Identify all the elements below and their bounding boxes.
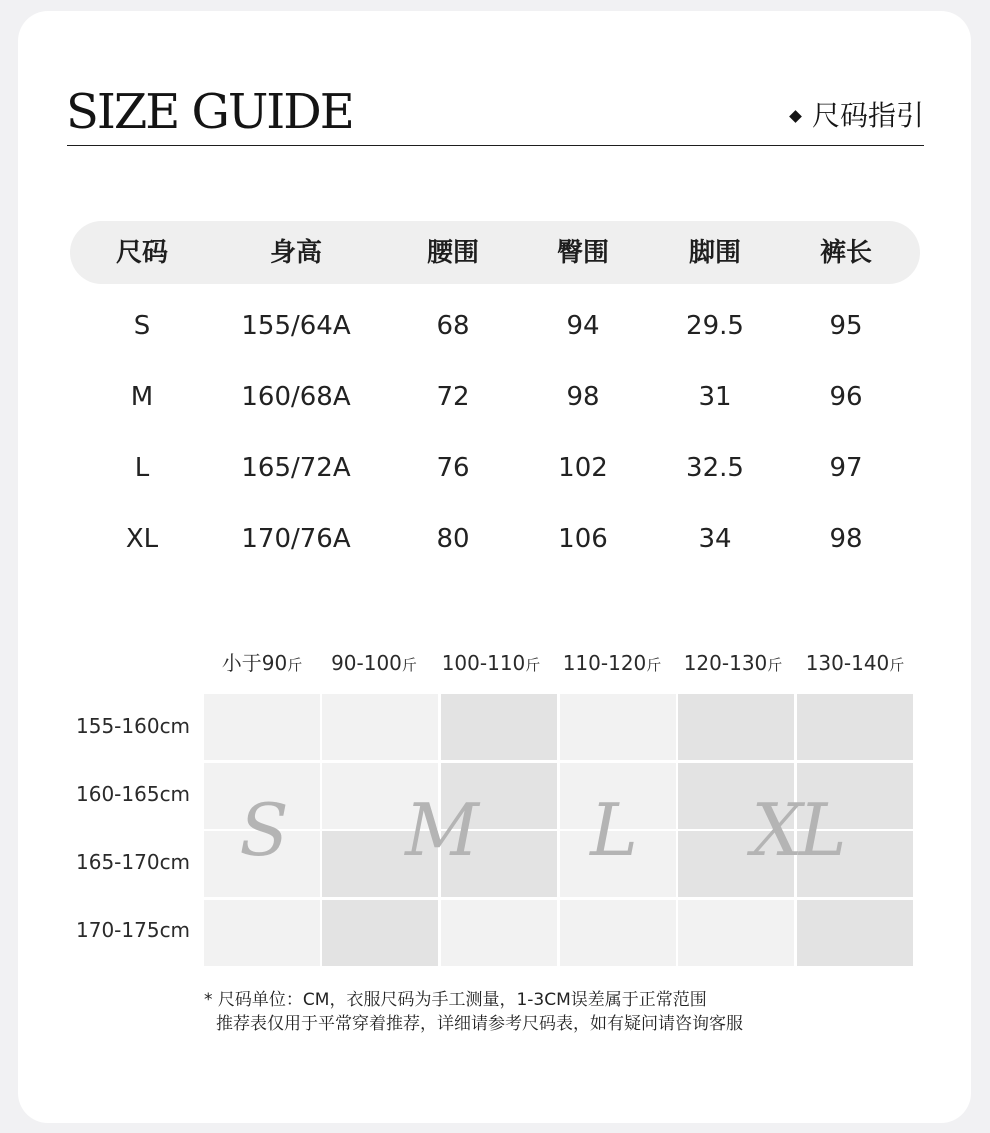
table-cell: 98: [566, 382, 600, 412]
table-cell: 160/68A: [241, 382, 351, 412]
table-cell: 97: [829, 453, 863, 483]
grid-cell: [322, 900, 438, 966]
table-cell: 76: [436, 453, 470, 483]
title-chinese-group: [791, 98, 924, 134]
grid-cell: [678, 900, 794, 966]
note-line-2: 推荐表仅用于平常穿着推荐，详细请参考尺码表，如有疑问请咨询客服: [216, 1014, 743, 1034]
height-label: 165-170cm: [76, 850, 191, 874]
header-divider: [67, 145, 924, 146]
weight-label: 100-110斤: [441, 651, 541, 675]
height-label: 160-165cm: [76, 782, 191, 806]
grid-cell: [441, 900, 557, 966]
size-mark-l: L: [590, 788, 634, 872]
table-cell: 96: [829, 382, 863, 412]
table-cell: 68: [436, 311, 470, 341]
table-cell: 95: [829, 311, 863, 341]
column-header-height: 身高: [269, 238, 323, 268]
table-cell: 155/64A: [241, 311, 351, 341]
title-chinese: 尺码指引: [811, 99, 924, 132]
weight-label: 110-120斤: [562, 651, 662, 675]
column-header-size: 尺码: [115, 238, 169, 268]
height-label: 170-175cm: [76, 918, 191, 942]
table-cell: 80: [436, 524, 470, 554]
table-cell: 102: [558, 453, 608, 483]
table-cell: 106: [558, 524, 608, 554]
grid-cell: [441, 694, 557, 760]
weight-label: 小于90斤: [221, 651, 303, 675]
table-cell: 94: [566, 311, 600, 341]
column-header-waist: 腰围: [426, 238, 480, 268]
size-mark-s: S: [239, 788, 285, 872]
table-cell: 165/72A: [241, 453, 351, 483]
column-header-hip: 臀围: [556, 238, 610, 268]
note-line-1: * 尺码单位：CM，衣服尺码为手工测量，1-3CM误差属于正常范围: [204, 990, 707, 1010]
table-cell: XL: [125, 524, 159, 554]
table-cell: 31: [698, 382, 732, 412]
table-cell: M: [130, 382, 154, 412]
table-cell: L: [134, 453, 150, 483]
table-cell: S: [133, 311, 151, 341]
grid-cell: [797, 900, 913, 966]
grid-cell: [204, 694, 320, 760]
grid-cell: [560, 900, 676, 966]
title-english: SIZE GUIDE: [66, 84, 353, 140]
grid-cell: [322, 694, 438, 760]
size-mark-m: M: [405, 788, 475, 872]
table-cell: 98: [829, 524, 863, 554]
grid-cell: [797, 694, 913, 760]
table-cell: 32.5: [686, 453, 744, 483]
table-cell: 29.5: [686, 311, 744, 341]
column-header-pants-length: 裤长: [819, 238, 873, 268]
height-label: 155-160cm: [76, 714, 191, 738]
grid-cell: [560, 694, 676, 760]
grid-cell: [204, 900, 320, 966]
diamond-icon: [789, 110, 802, 123]
grid-cell: [678, 694, 794, 760]
weight-label: 130-140斤: [805, 651, 905, 675]
weight-label: 120-130斤: [683, 651, 783, 675]
table-cell: 34: [698, 524, 732, 554]
weight-label: 90-100斤: [331, 651, 417, 675]
size-mark-xl: XL: [751, 788, 843, 872]
column-header-leg-opening: 脚围: [688, 238, 742, 268]
size-table-header: [70, 221, 920, 284]
table-cell: 72: [436, 382, 470, 412]
table-cell: 170/76A: [241, 524, 351, 554]
